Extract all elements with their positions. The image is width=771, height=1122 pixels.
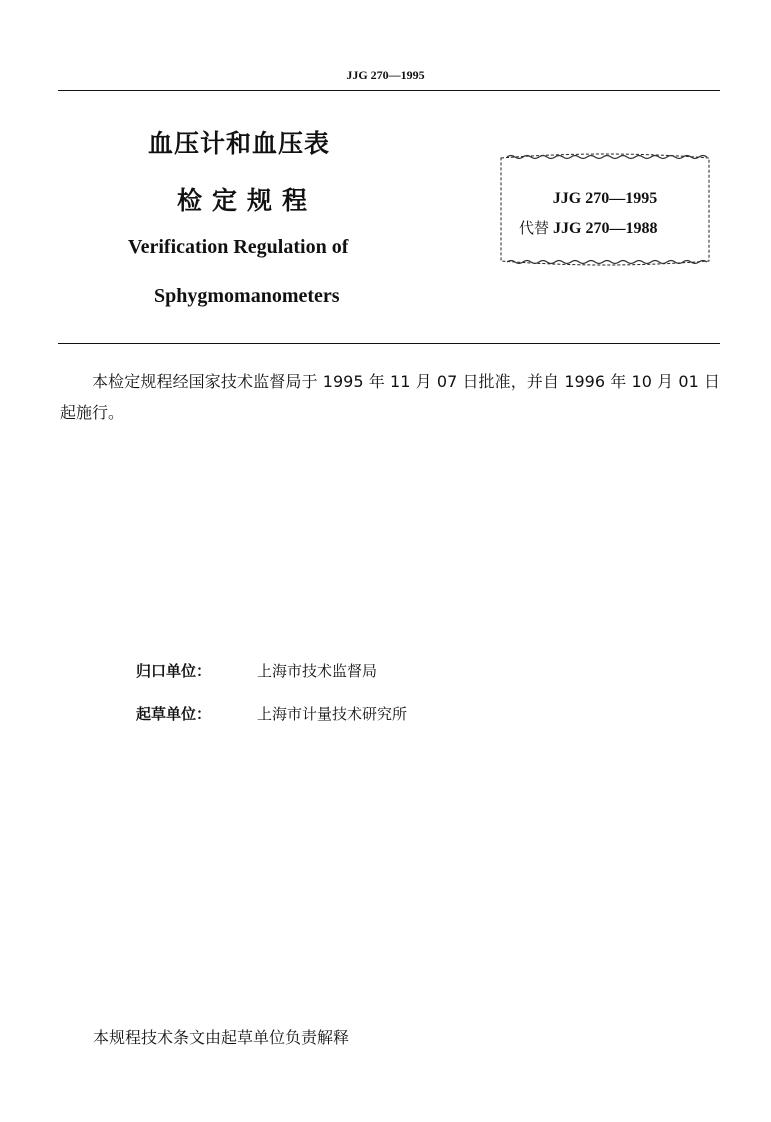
responsible-unit-value: 上海市技术监督局	[257, 662, 378, 680]
title-chinese-line1: 血压计和血压表	[148, 129, 331, 158]
header-divider	[58, 90, 720, 91]
title-english-line2: Sphygmomanometers	[154, 285, 340, 307]
title-chinese-line2: 检定规程	[177, 186, 318, 215]
decorative-border	[497, 152, 713, 267]
section-divider	[58, 343, 720, 344]
standard-code-box	[497, 152, 713, 267]
title-english-line1: Verification Regulation of	[128, 236, 349, 258]
running-header-code: JJG 270—1995	[346, 68, 425, 82]
replaces-standard	[519, 217, 657, 238]
standard-code: JJG 270—1995	[552, 190, 658, 207]
drafting-unit-value: 上海市计量技术研究所	[257, 705, 408, 723]
replaces-label: 代替	[519, 219, 550, 237]
responsible-unit-label: 归口单位：	[136, 662, 212, 680]
interpretation-note: 本规程技术条文由起草单位负责解释	[93, 1028, 350, 1047]
approval-statement: 本检定规程经国家技术监督局于 1995 年 11 月 07 日批准，并自 1996 年 10 月 01 日起施行。	[60, 372, 720, 422]
drafting-unit-label: 起草单位：	[136, 705, 212, 723]
replaced-standard-code: JJG 270—1988	[553, 220, 658, 237]
